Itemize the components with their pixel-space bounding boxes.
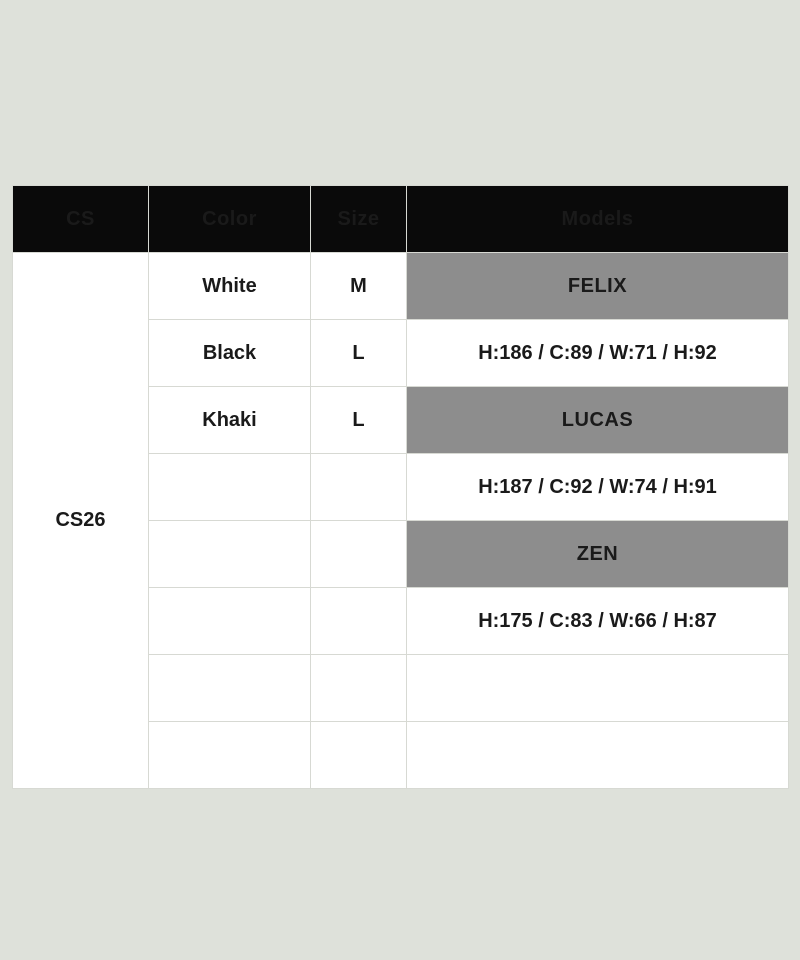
- table-header: [13, 186, 789, 253]
- table-body: [13, 253, 789, 789]
- model-name-cell: FELIX: [407, 253, 789, 320]
- column-header-size: Size: [311, 186, 407, 253]
- size-cell: [311, 655, 407, 722]
- model-name-cell: ZEN: [407, 521, 789, 588]
- spec-table-container: [12, 185, 788, 789]
- color-cell: White: [149, 253, 311, 320]
- model-empty-cell: [407, 722, 789, 789]
- model-measurement-cell: H:175 / C:83 / W:66 / H:87: [407, 588, 789, 655]
- model-measurement-cell: H:187 / C:92 / W:74 / H:91: [407, 454, 789, 521]
- color-cell: [149, 655, 311, 722]
- size-cell: L: [311, 320, 407, 387]
- product-spec-table: [12, 185, 789, 789]
- color-cell: [149, 454, 311, 521]
- color-cell: [149, 588, 311, 655]
- color-cell: [149, 722, 311, 789]
- model-measurement-cell: H:186 / C:89 / W:71 / H:92: [407, 320, 789, 387]
- column-header-color: Color: [149, 186, 311, 253]
- column-header-cs: CS: [13, 186, 149, 253]
- color-cell: Black: [149, 320, 311, 387]
- header-row: [13, 186, 789, 253]
- model-empty-cell: [407, 655, 789, 722]
- size-cell: L: [311, 387, 407, 454]
- size-cell: M: [311, 253, 407, 320]
- size-cell: [311, 521, 407, 588]
- size-cell: [311, 454, 407, 521]
- column-header-models: Models: [407, 186, 789, 253]
- color-cell: Khaki: [149, 387, 311, 454]
- table-row: [13, 253, 789, 320]
- model-name-cell: LUCAS: [407, 387, 789, 454]
- size-cell: [311, 722, 407, 789]
- cs-code-cell: CS26: [13, 253, 149, 789]
- size-cell: [311, 588, 407, 655]
- color-cell: [149, 521, 311, 588]
